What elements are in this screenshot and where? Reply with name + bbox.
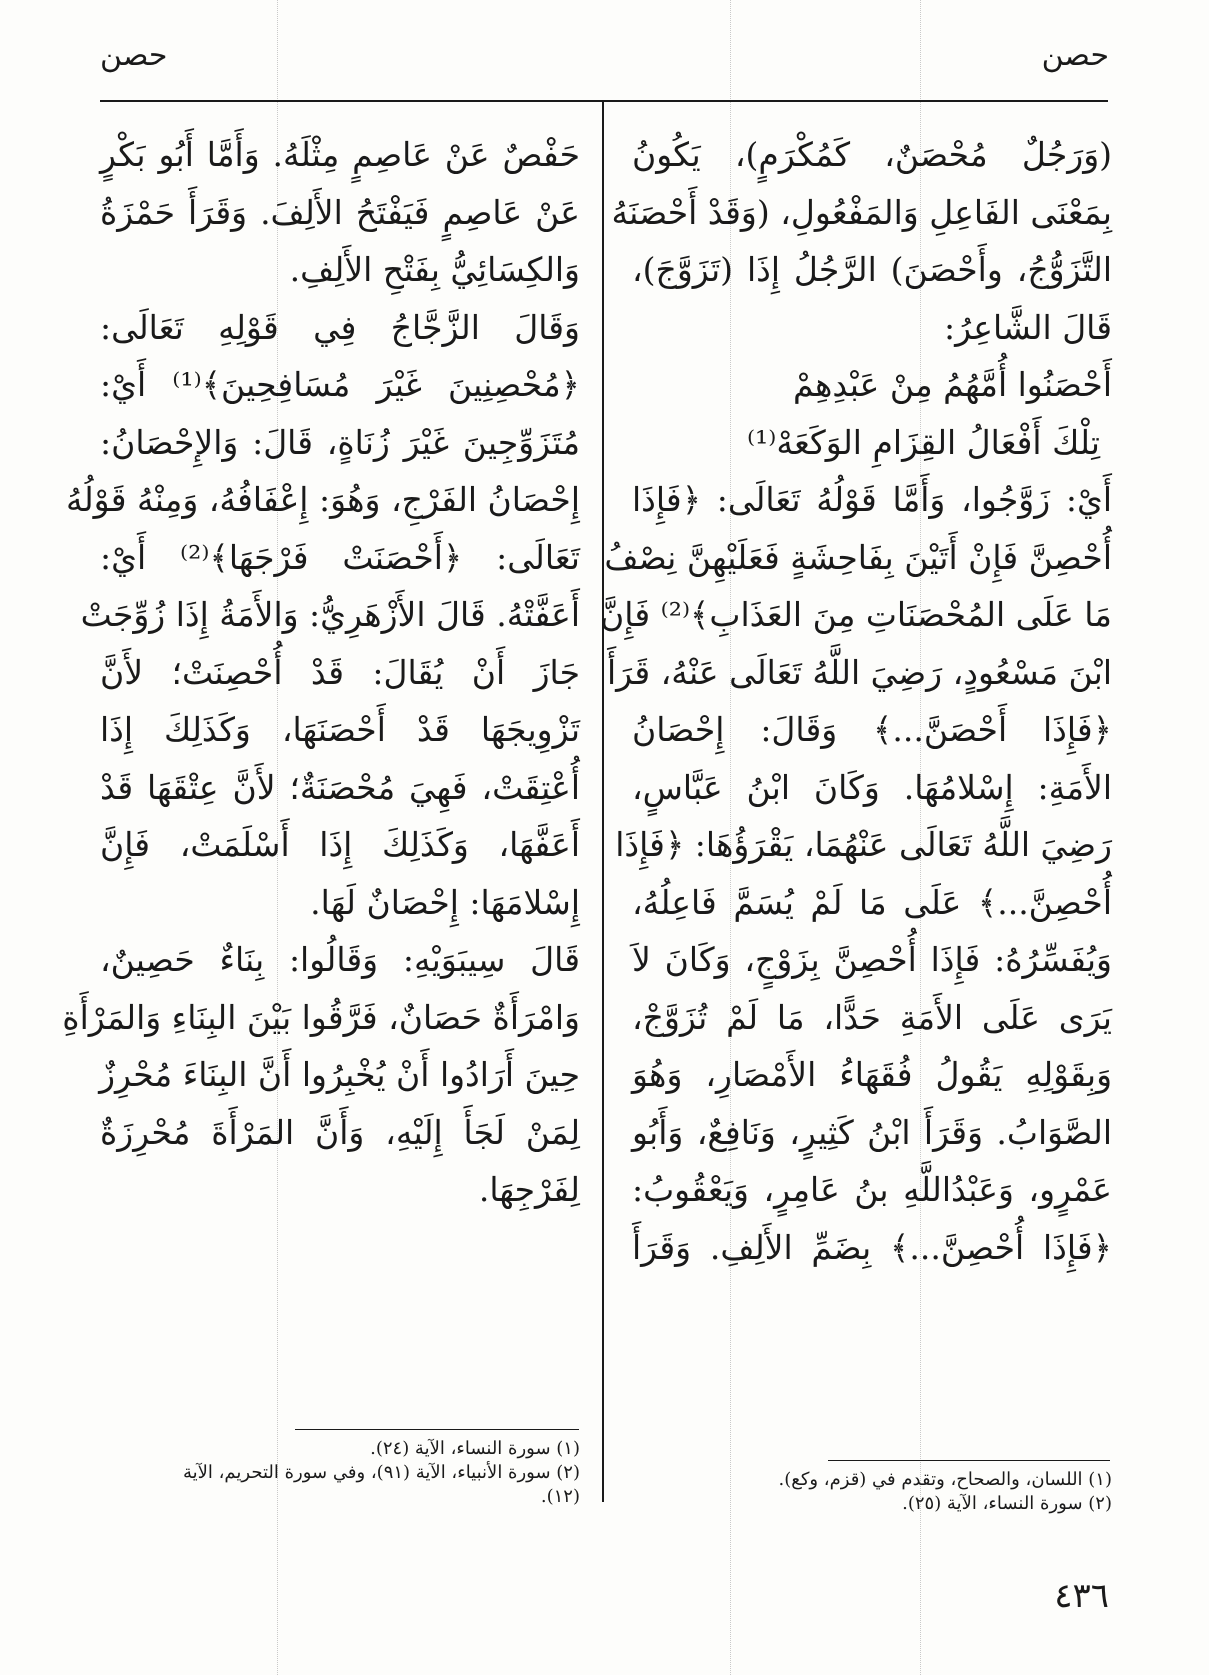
text-line: حَفْصٌ عَنْ عَاصِمٍ مِثْلَهُ. وَأَمَّا أَبُو بَكْرٍ [100, 135, 580, 174]
footnote: (١٢). [540, 1486, 580, 1507]
text-line: الأَمَةِ: إِسْلامُهَا. وَكَانَ ابْنُ عَبَّاسٍ، [632, 767, 1112, 807]
text-line: الصَّوَابُ. وَقَرَأَ ابْنُ كَثِيرٍ، وَنَافِعٌ، وَأَبُو [632, 1112, 1112, 1152]
text-line: قَالَ سِيبَوَيْهِ: وَقَالُوا: بِنَاءٌ حَصِينٌ، [100, 940, 580, 979]
text-line: إِسْلامَهَا: إِحْصَانٌ لَهَا. [310, 882, 580, 922]
footnotes-right [632, 1468, 1112, 1516]
text-line: تَعَالَى: ﴿أَحْصَنَتْ فَرْجَهَا﴾⁽²⁾ أَيْ: [100, 537, 580, 577]
footnote: (٢) سورة الأنبياء، الآية (٩١)، وفي سورة التحريم، الآية [182, 1462, 580, 1483]
text-line: أُعْتِقَتْ، فَهِيَ مُحْصَنَةٌ؛ لأَنَّ عِتْقَهَا قَدْ [100, 767, 580, 807]
text-line: عَنْ عَاصِمٍ فَيَفْتَحُ الأَلِفَ. وَقَرَأَ حَمْزَةُ [100, 192, 580, 232]
text-line: لِفَرْجِهَا. [478, 1170, 580, 1209]
page-number: ٤٣٦ [1054, 1576, 1109, 1616]
text-line: مَا عَلَى المُحْصَنَاتِ مِنَ العَذَابِ﴾⁽²⁾ فَإِنَّ [600, 595, 1112, 634]
text-line: بِمَعْنَى الفَاعِلِ وَالمَفْعُولِ، (وَقَدْ أَحْصَنَهُ [611, 192, 1112, 232]
text-line: ﴿فَإِذَا أَحْصَنَّ...﴾ وَقَالَ: إِحْصَانُ [632, 710, 1112, 749]
verse-line: أَحْصَنُوا أُمَّهُمُ مِنْ عَبْدِهِمْ [793, 365, 1112, 404]
verse-line: تِلْكَ أَفْعَالُ القِزَامِ الوَكَعَهْ⁽¹⁾ [746, 422, 1100, 462]
text-line: لِمَنْ لَجَأَ إِلَيْهِ، وَأَنَّ المَرْأَةَ مُحْرِزَةٌ [100, 1112, 580, 1152]
text-line: أَيْ: زَوَّجُوا، وَأَمَّا قَوْلُهُ تَعَالَى: ﴿فَإِذَا [632, 480, 1112, 519]
running-head-right: حصن [1041, 38, 1109, 73]
text-line: ﴿فَإِذَا أُحْصِنَّ...﴾ بِضَمِّ الأَلِفِ. وَقَرَأَ [632, 1227, 1112, 1267]
text-line: وَقَالَ الزَّجَّاجُ فِي قَوْلِهِ تَعَالَى: [100, 307, 580, 347]
text-line: ابْنَ مَسْعُودٍ، رَضِيَ اللَّهُ تَعَالَى عَنْهُ، قَرَأَ [606, 652, 1112, 692]
text-line: ﴿مُحْصِنِينَ غَيْرَ مُسَافِحِينَ﴾⁽¹⁾ أَيْ: [100, 365, 581, 404]
text-line: إِحْصَانُ الفَرْجِ، وَهُوَ: إِعْفَافُهُ، وَمِنْهُ قَوْلُهُ [65, 480, 580, 519]
footnotes-left [100, 1437, 580, 1509]
text-line: يَرَى عَلَى الأَمَةِ حَدًّا، مَا لَمْ تُزَوَّجْ، [632, 997, 1112, 1037]
text-line: وَامْرَأَةٌ حَصَانٌ، فَرَّقُوا بَيْنَ البِنَاءِ وَالمَرْأَةِ [62, 997, 580, 1037]
footnote: (١) اللسان، والصحاح، وتقدم في (قزم، وكع). [778, 1469, 1112, 1490]
text-line: مُتَزَوِّجِينَ غَيْرَ زُنَاةٍ، قَالَ: وَالإِحْصَانُ: [100, 422, 580, 462]
text-line: حِينَ أَرَادُوا أَنْ يُخْبِرُوا أَنَّ البِنَاءَ مُحْرِزٌ [99, 1055, 580, 1094]
text-line: وَالكِسَائِيُّ بِفَتْحِ الأَلِفِ. [289, 250, 580, 289]
text-line: أُحْصِنَّ...﴾ عَلَى مَا لَمْ يُسَمَّ فَاعِلُهُ، [632, 882, 1112, 922]
text-line: أَعَفَّهَا، وَكَذَلِكَ إِذَا أَسْلَمَتْ، فَإِنَّ [100, 825, 580, 864]
text-line: تَزْوِيجَهَا قَدْ أَحْصَنَهَا، وَكَذَلِكَ إِذَا [100, 710, 580, 749]
text-line: وَبِقَوْلِهِ يَقُولُ فُقَهَاءُ الأَمْصَارِ، وَهُوَ [632, 1055, 1112, 1094]
text-line: وَيُفَسِّرُهُ: فَإِذَا أُحْصِنَّ بِزَوْجٍ، وَكَانَ لاَ [632, 940, 1112, 979]
right-column [600, 126, 1112, 1276]
left-column [62, 126, 581, 1219]
footnote: (٢) سورة النساء، الآية (٢٥). [902, 1493, 1112, 1514]
text-line: قَالَ الشَّاعِرُ: [943, 307, 1112, 347]
text-line: أُحْصِنَّ فَإِنْ أَتَيْنَ بِفَاحِشَةٍ فَعَلَيْهِنَّ نِصْفُ [604, 537, 1112, 577]
footnote-rule-left [295, 1429, 579, 1430]
header-rule [100, 100, 1108, 102]
text-line: رَضِيَ اللَّهُ تَعَالَى عَنْهُمَا، يَقْرَؤُهَا: ﴿فَإِذَا [615, 825, 1112, 864]
text-line: جَازَ أَنْ يُقَالَ: قَدْ أُحْصِنَتْ؛ لأَنَّ [100, 652, 580, 692]
footnote: (١) سورة النساء، الآية (٢٤). [370, 1438, 580, 1459]
text-line: عَمْرٍو، وَعَبْدُاللَّهِ بنُ عَامِرٍ، وَيَعْقُوبُ: [632, 1170, 1112, 1209]
running-head-left: حصن [100, 38, 168, 73]
column-divider [602, 102, 604, 1502]
footnote-rule-right [828, 1460, 1110, 1461]
text-line: التَّزَوُّجُ، وأَحْصَنَ) الرَّجُلُ إِذَا (تَزَوَّجَ)، [632, 250, 1112, 289]
text-line: (وَرَجُلٌ مُحْصَنٌ، كَمُكْرَمٍ)، يَكُونُ [632, 135, 1112, 174]
text-line: أَعَفَّتْهُ. قَالَ الأَزْهَرِيُّ: وَالأَمَةُ إِذَا زُوِّجَتْ [80, 595, 580, 634]
